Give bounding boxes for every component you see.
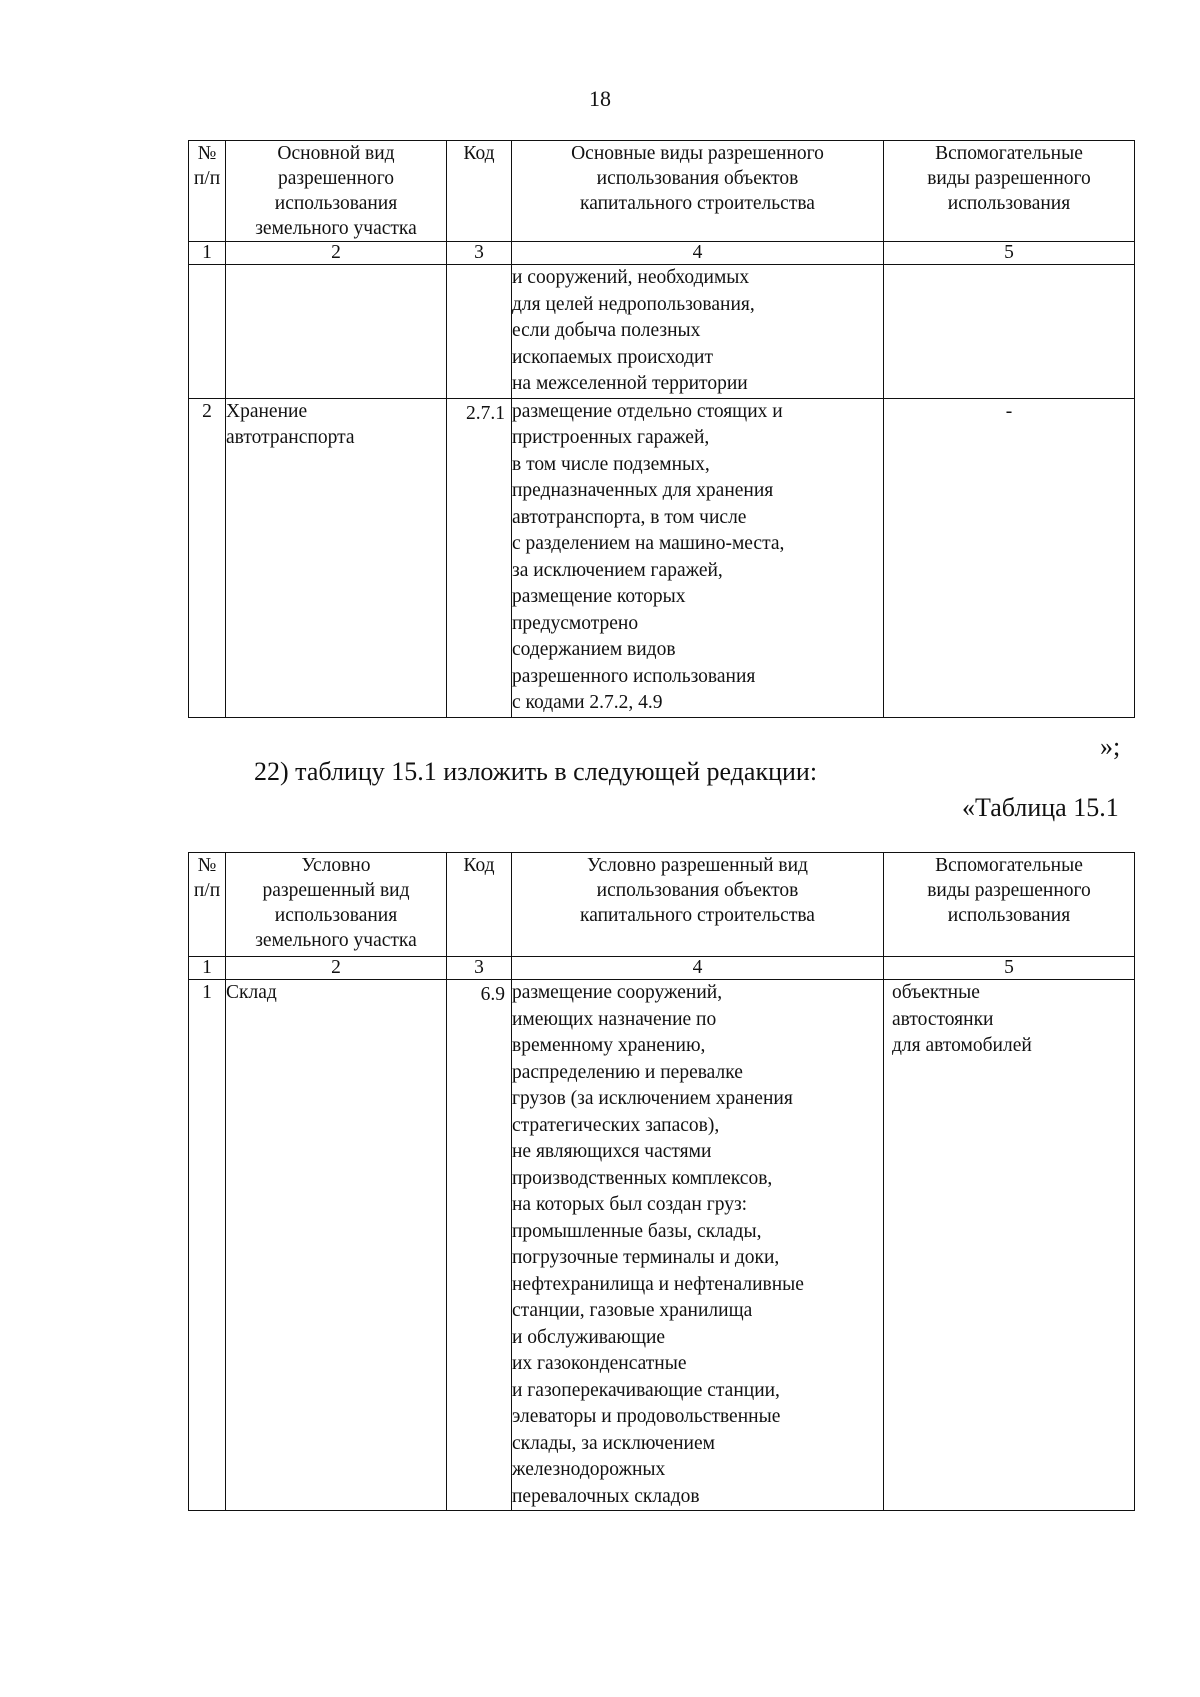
use-description: и сооружений, необходимых для целей недропользования, если добыча полезных ископаемых происходит на межселенной территории [512,265,884,399]
column-number: 4 [512,957,884,980]
column-number-row [189,242,1135,265]
header-col4: Основные виды разрешенного использования объектов капитального строительства [512,141,884,242]
use-code: 6.9 [447,980,512,1511]
header-col3: Код [447,141,512,242]
column-number: 1 [189,242,226,265]
conditional-use-table [188,852,1135,1511]
row-number [189,265,226,399]
land-use-name: Хранение автотранспорта [226,398,447,717]
header-col5: Вспомогательные виды разрешенного использования [884,141,1135,242]
row-number: 1 [189,980,226,1511]
table-label: «Таблица 15.1 [962,793,1119,822]
header-col4: Условно разрешенный вид использования объектов капитального строительства [512,853,884,957]
use-description: размещение сооружений, имеющих назначение по временному хранению, распределению и перевалке грузов (за исключением хранения стратегических запасов), не являющихся частями производственных комплексов, на которых был создан груз: промышленные базы, склады, погрузочные терминалы и доки, нефтехранилища и нефтеналивные станции, газовые хранилища и обслуживающие их газоконденсатные и газоперекачивающие станции, элеваторы и продовольственные склады, за исключением железнодорожных перевалочных складов [512,980,884,1511]
column-number: 5 [884,957,1135,980]
table-row [189,398,1135,717]
table-header-row [189,141,1135,242]
column-number: 3 [447,242,512,265]
header-col1: № п/п [189,853,226,957]
column-number: 3 [447,957,512,980]
column-number-row [189,957,1135,980]
auxiliary-uses [884,265,1135,399]
column-number: 5 [884,242,1135,265]
land-use-name: Склад [226,980,447,1511]
land-use-table-continued [188,140,1135,718]
header-col3: Код [447,853,512,957]
land-use-name [226,265,447,399]
column-number: 4 [512,242,884,265]
use-description: размещение отдельно стоящих и пристроенных гаражей, в том числе подземных, предназначенных для хранения автотранспорта, в том числе с разделением на машино-места, за исключением гаражей, размещение которых предусмотрено содержанием видов разрешенного использования с кодами 2.7.2, 4.9 [512,398,884,717]
header-col5: Вспомогательные виды разрешенного использования [884,853,1135,957]
closing-quote: »; [1100,732,1121,761]
use-code: 2.7.1 [447,398,512,717]
page-number: 18 [589,86,611,111]
use-code [447,265,512,399]
header-col2: Условно разрешенный вид использования земельного участка [226,853,447,957]
row-number: 2 [189,398,226,717]
table-header-row [189,853,1135,957]
auxiliary-uses: объектные автостоянки для автомобилей [884,980,1135,1511]
instruction-text: 22) таблицу 15.1 изложить в следующей редакции: [254,757,818,786]
header-col1: № п/п [189,141,226,242]
column-number: 1 [189,957,226,980]
header-col2: Основной вид разрешенного использования земельного участка [226,141,447,242]
table-row [189,265,1135,399]
column-number: 2 [226,957,447,980]
column-number: 2 [226,242,447,265]
auxiliary-uses: - [884,398,1135,717]
table-row [189,980,1135,1511]
